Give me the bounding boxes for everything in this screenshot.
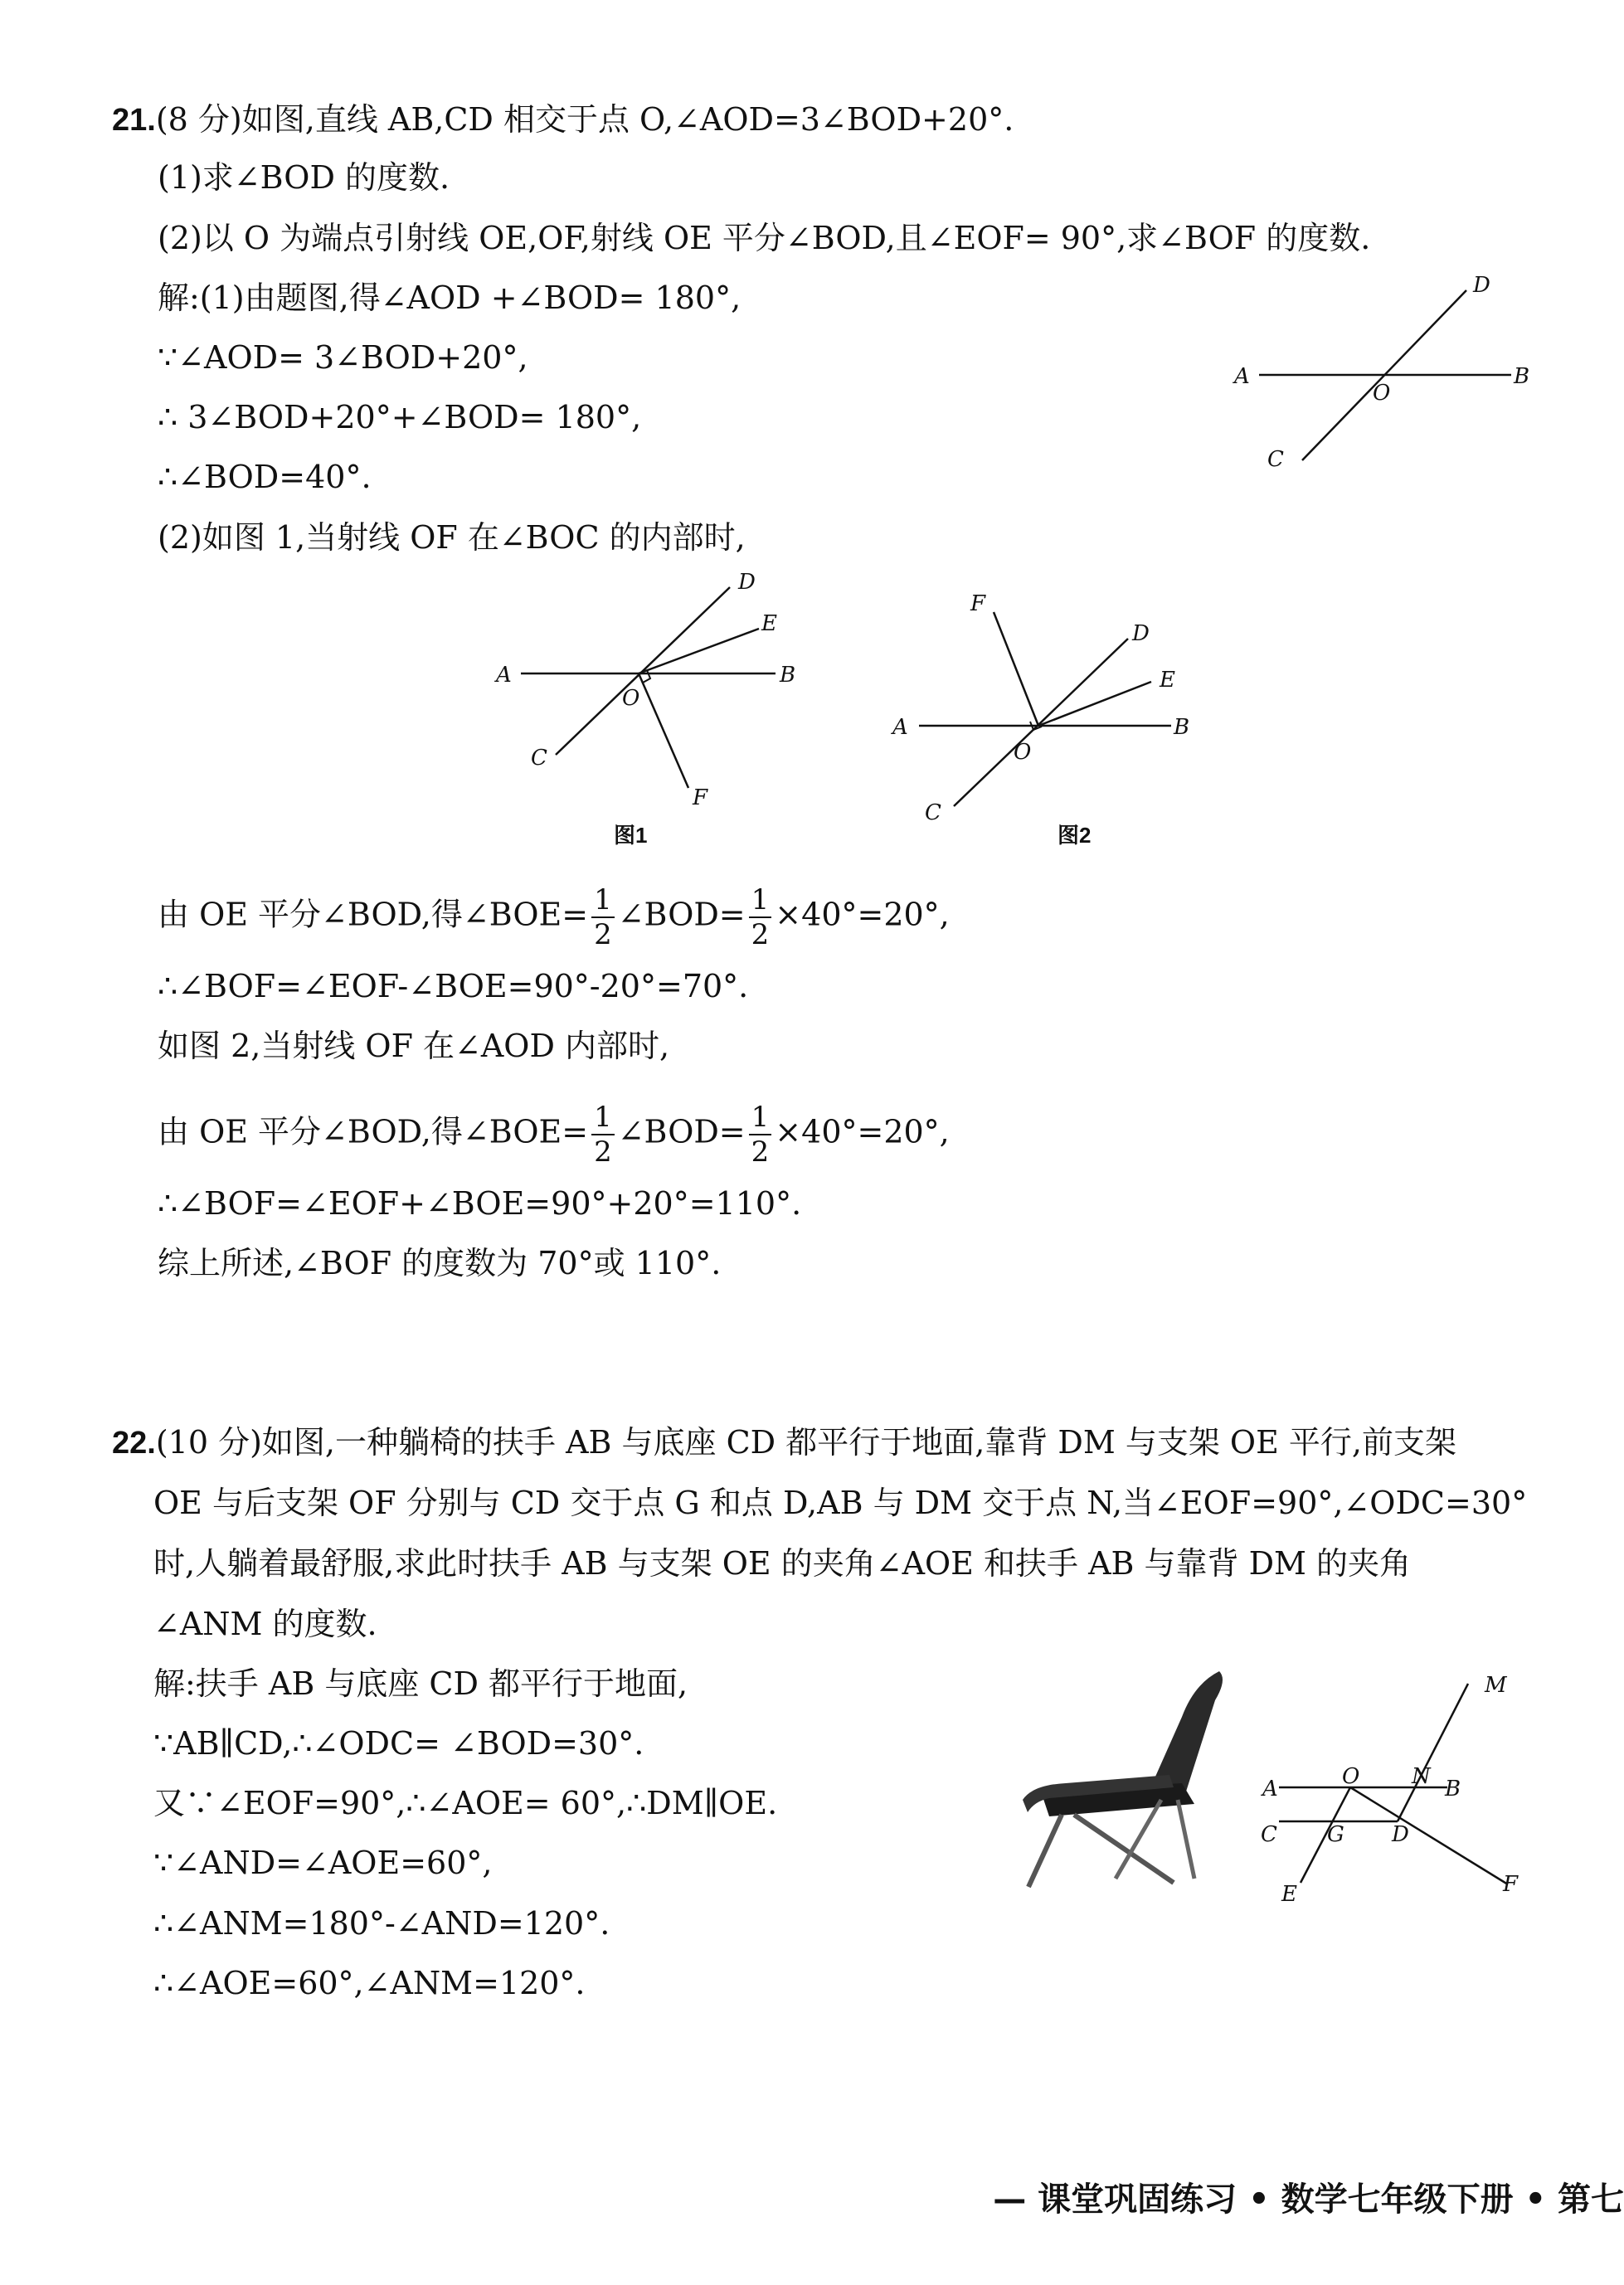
q21-sol4: ∴∠BOD=40°.	[158, 459, 372, 495]
q22-stem-4: ∠ANM 的度数.	[153, 1606, 377, 1642]
q22-stem-1	[112, 1424, 1456, 1461]
label-f: F	[1503, 1872, 1519, 1897]
label-f: F	[970, 591, 986, 616]
fraction-half	[591, 883, 615, 951]
q21-sol11: 综上所述,∠BOF 的度数为 70°或 110°.	[158, 1245, 722, 1281]
fraction-half	[591, 1101, 615, 1169]
q21-sol9-a: 由 OE 平分∠BOD,得∠BOE=	[158, 1113, 589, 1150]
label-c: C	[1267, 447, 1284, 472]
label-d: D	[1392, 1822, 1409, 1847]
q22-sol3: 又∵∠EOF=90°,∴∠AOE= 60°,∴DM∥OE.	[153, 1785, 778, 1821]
line-of	[1350, 1787, 1508, 1884]
label-a: A	[1262, 1777, 1278, 1801]
label-b: B	[1445, 1777, 1461, 1801]
q22-stem-2: OE 与后支架 OF 分别与 CD 交于点 G 和点 D,AB 与 DM 交于点 N,当∠EOF=90°,∠ODC=30°	[153, 1485, 1528, 1521]
label-o: O	[1014, 740, 1032, 765]
q22-sol4: ∵∠AND=∠AOE=60°,	[153, 1845, 493, 1881]
q22-sol1: 解:扶手 AB 与底座 CD 都平行于地面,	[153, 1665, 688, 1702]
page-footer: — 课堂巩固练习 • 数学七年级下册 • 第七	[993, 2180, 1624, 2219]
q21-part1: (1)求∠BOD 的度数.	[158, 159, 450, 196]
label-d: D	[738, 570, 756, 595]
fraction-denominator: 2	[594, 918, 612, 951]
q21-sol6-a: 由 OE 平分∠BOD,得∠BOE=	[158, 896, 589, 933]
q21-sol6	[158, 883, 950, 951]
label-e: E	[761, 611, 777, 636]
label-b: B	[780, 663, 796, 688]
q21-figure-2	[887, 589, 1219, 854]
q21-sol9	[158, 1101, 950, 1169]
label-b: B	[1514, 364, 1530, 389]
label-e: E	[1281, 1882, 1297, 1907]
ray-oe	[639, 629, 759, 673]
label-e: E	[1160, 668, 1175, 693]
line-cd	[954, 639, 1128, 806]
fraction-numerator: 1	[591, 886, 615, 918]
figure-1-caption: 图1	[614, 823, 648, 848]
q21-sol9-b: ∠BOD=	[617, 1113, 746, 1150]
q22-sol2: ∵AB∥CD,∴∠ODC= ∠BOD=30°.	[153, 1725, 644, 1762]
label-o: O	[622, 686, 640, 711]
figure-2-caption: 图2	[1058, 823, 1092, 848]
fraction-numerator: 1	[749, 886, 772, 918]
fraction-denominator: 2	[594, 1135, 612, 1169]
q21-sol9-c: ×40°=20°,	[775, 1113, 950, 1150]
q22-sol5: ∴∠ANM=180°-∠AND=120°.	[153, 1905, 610, 1942]
q21-sol6-c: ×40°=20°,	[775, 896, 950, 933]
q21-sol6-b: ∠BOD=	[617, 896, 746, 933]
q22-number: 22.	[112, 1426, 156, 1461]
ray-oe	[1038, 682, 1151, 726]
fraction-half	[749, 883, 772, 951]
label-m: M	[1485, 1673, 1507, 1698]
label-a: A	[496, 663, 512, 688]
fraction-half	[749, 1101, 772, 1169]
q21-sol2: ∵∠AOD= 3∠BOD+20°,	[158, 339, 528, 376]
label-o: O	[1342, 1764, 1360, 1789]
q21-sol1: 解:(1)由题图,得∠AOD +∠BOD= 180°,	[158, 280, 741, 316]
q22-stem-3: 时,人躺着最舒服,求此时扶手 AB 与支架 OE 的夹角∠AOE 和扶手 AB 与靠背 DM 的夹角	[153, 1545, 1412, 1582]
label-o: O	[1373, 381, 1391, 406]
ray-of	[639, 673, 688, 788]
fraction-denominator: 2	[751, 918, 770, 951]
q21-main-figure	[1228, 274, 1543, 481]
q21-sol5: (2)如图 1,当射线 OF 在∠BOC 的内部时,	[158, 519, 746, 556]
lounge-chair-image	[1016, 1667, 1240, 1891]
q21-sol7: ∴∠BOF=∠EOF-∠BOE=90°-20°=70°.	[158, 968, 749, 1004]
label-b: B	[1174, 715, 1190, 740]
label-a: A	[1234, 364, 1250, 389]
label-g: G	[1327, 1822, 1344, 1847]
label-a: A	[892, 715, 908, 740]
label-n: N	[1412, 1764, 1431, 1789]
fraction-numerator: 1	[749, 1103, 772, 1135]
q21-part2: (2)以 O 为端点引射线 OE,OF,射线 OE 平分∠BOD,且∠EOF= 90°,求∠BOF 的度数.	[158, 220, 1371, 256]
label-f: F	[693, 785, 708, 810]
q21-sol3: ∴ 3∠BOD+20°+∠BOD= 180°,	[158, 399, 642, 435]
label-c: C	[925, 800, 941, 825]
ray-of	[994, 612, 1038, 726]
q21-sol8: 如图 2,当射线 OF 在∠AOD 内部时,	[158, 1028, 670, 1064]
q22-stem1-text: (10 分)如图,一种躺椅的扶手 AB 与底座 CD 都平行于地面,靠背 DM 与支架 OE 平行,前支架	[155, 1424, 1456, 1461]
q21-stem	[112, 101, 1014, 138]
q21-sol10: ∴∠BOF=∠EOF+∠BOE=90°+20°=110°.	[158, 1185, 802, 1222]
fraction-denominator: 2	[751, 1135, 770, 1169]
q21-number: 21.	[112, 103, 156, 138]
q21-stem-text: (8 分)如图,直线 AB,CD 相交于点 O,∠AOD=3∠BOD+20°.	[155, 101, 1014, 138]
fraction-numerator: 1	[591, 1103, 615, 1135]
q22-sol6: ∴∠AOE=60°,∠ANM=120°.	[153, 1965, 586, 2001]
label-c: C	[531, 746, 547, 771]
label-c: C	[1261, 1822, 1277, 1847]
q21-figure-1	[489, 572, 821, 854]
label-d: D	[1473, 273, 1490, 298]
q22-figure	[1244, 1667, 1543, 1916]
label-d: D	[1132, 621, 1150, 646]
